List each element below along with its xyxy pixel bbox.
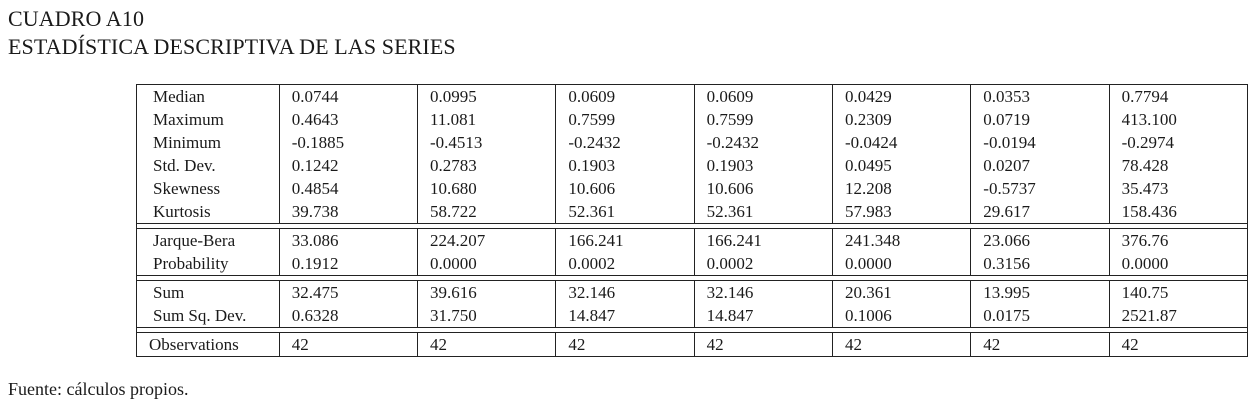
table-cell: 0.0002 — [556, 252, 694, 276]
table-cell: 42 — [832, 333, 970, 357]
table-cell: 158.436 — [1109, 200, 1247, 224]
table-cell: 14.847 — [556, 304, 694, 328]
table-cell: 58.722 — [417, 200, 555, 224]
table-row — [137, 229, 1248, 253]
table-cell: 0.0000 — [832, 252, 970, 276]
table-cell: 14.847 — [694, 304, 832, 328]
table-row — [137, 281, 1248, 305]
table-row — [137, 252, 1248, 276]
row-label: Observations — [137, 333, 280, 357]
table-cell: 0.0429 — [832, 85, 970, 109]
table-cell: 57.983 — [832, 200, 970, 224]
table-cell: 13.995 — [971, 281, 1109, 305]
table-cell: 0.0719 — [971, 108, 1109, 131]
table-cell: 23.066 — [971, 229, 1109, 253]
table-cell: 224.207 — [417, 229, 555, 253]
table-row — [137, 333, 1248, 357]
table-cell: 166.241 — [694, 229, 832, 253]
table-cell: 0.0002 — [694, 252, 832, 276]
table-cell: -0.2432 — [556, 131, 694, 154]
table-cell: 32.146 — [556, 281, 694, 305]
table-cell: 0.0609 — [694, 85, 832, 109]
title-block — [8, 5, 456, 61]
table-cell: 32.475 — [279, 281, 417, 305]
table-cell: 0.4643 — [279, 108, 417, 131]
table-cell: 39.616 — [417, 281, 555, 305]
table-row — [137, 154, 1248, 177]
table-cell: 0.7599 — [694, 108, 832, 131]
table-cell: 0.1006 — [832, 304, 970, 328]
row-label: Std. Dev. — [137, 154, 280, 177]
table-cell: 29.617 — [971, 200, 1109, 224]
table-cell: 52.361 — [694, 200, 832, 224]
table-cell: 413.100 — [1109, 108, 1247, 131]
table-cell: 140.75 — [1109, 281, 1247, 305]
table-cell: 52.361 — [556, 200, 694, 224]
table-cell: 0.0609 — [556, 85, 694, 109]
table-cell: 12.208 — [832, 177, 970, 200]
source-note: Fuente: cálculos propios. — [8, 379, 189, 399]
row-label: Probability — [137, 252, 280, 276]
table-cell: 2521.87 — [1109, 304, 1247, 328]
table-row — [137, 200, 1248, 224]
table-cell: 241.348 — [832, 229, 970, 253]
table-cell: 0.7794 — [1109, 85, 1247, 109]
table-row — [137, 304, 1248, 328]
table-cell: -0.0194 — [971, 131, 1109, 154]
row-label: Jarque-Bera — [137, 229, 280, 253]
table-row — [137, 177, 1248, 200]
row-label: Maximum — [137, 108, 280, 131]
table-cell: -0.4513 — [417, 131, 555, 154]
table-cell: -0.5737 — [971, 177, 1109, 200]
table-cell: 0.1903 — [556, 154, 694, 177]
table-cell: 0.1912 — [279, 252, 417, 276]
table-cell: 39.738 — [279, 200, 417, 224]
table-cell: 0.0175 — [971, 304, 1109, 328]
table-cell: 0.1242 — [279, 154, 417, 177]
table-cell: 0.4854 — [279, 177, 417, 200]
table-row — [137, 108, 1248, 131]
table-title: CUADRO A10 — [8, 6, 145, 31]
table-cell: -0.2974 — [1109, 131, 1247, 154]
descriptive-statistics-table — [136, 84, 1248, 357]
table-cell: 376.76 — [1109, 229, 1247, 253]
table-subtitle: ESTADÍSTICA DESCRIPTIVA DE LAS SERIES — [8, 34, 456, 59]
table-cell: 42 — [694, 333, 832, 357]
table-cell: 42 — [279, 333, 417, 357]
table-cell: -0.2432 — [694, 131, 832, 154]
table-cell: 31.750 — [417, 304, 555, 328]
table-cell: 42 — [417, 333, 555, 357]
table-cell: 0.2309 — [832, 108, 970, 131]
table-cell: -0.0424 — [832, 131, 970, 154]
table-cell: 0.0000 — [1109, 252, 1247, 276]
row-label: Skewness — [137, 177, 280, 200]
table-cell: 0.0495 — [832, 154, 970, 177]
table-cell: 35.473 — [1109, 177, 1247, 200]
table-cell: 0.0744 — [279, 85, 417, 109]
table-cell: 0.3156 — [971, 252, 1109, 276]
table-cell: 10.606 — [556, 177, 694, 200]
table-cell: 0.0207 — [971, 154, 1109, 177]
table-cell: 0.0353 — [971, 85, 1109, 109]
row-label: Sum — [137, 281, 280, 305]
row-label: Median — [137, 85, 280, 109]
table-cell: 0.0000 — [417, 252, 555, 276]
table-cell: 20.361 — [832, 281, 970, 305]
table-cell: 32.146 — [694, 281, 832, 305]
row-label: Kurtosis — [137, 200, 280, 224]
table-cell: 42 — [1109, 333, 1247, 357]
row-label: Minimum — [137, 131, 280, 154]
table-row — [137, 131, 1248, 154]
table-cell: 33.086 — [279, 229, 417, 253]
table-cell: 10.680 — [417, 177, 555, 200]
table-cell: 0.0995 — [417, 85, 555, 109]
table-cell: -0.1885 — [279, 131, 417, 154]
table-cell: 42 — [556, 333, 694, 357]
table-cell: 11.081 — [417, 108, 555, 131]
table-cell: 78.428 — [1109, 154, 1247, 177]
row-label: Sum Sq. Dev. — [137, 304, 280, 328]
table-cell: 0.1903 — [694, 154, 832, 177]
table-cell: 10.606 — [694, 177, 832, 200]
table-row — [137, 85, 1248, 109]
table-cell: 0.7599 — [556, 108, 694, 131]
table-cell: 0.2783 — [417, 154, 555, 177]
table-cell: 42 — [971, 333, 1109, 357]
table-cell: 166.241 — [556, 229, 694, 253]
table-cell: 0.6328 — [279, 304, 417, 328]
